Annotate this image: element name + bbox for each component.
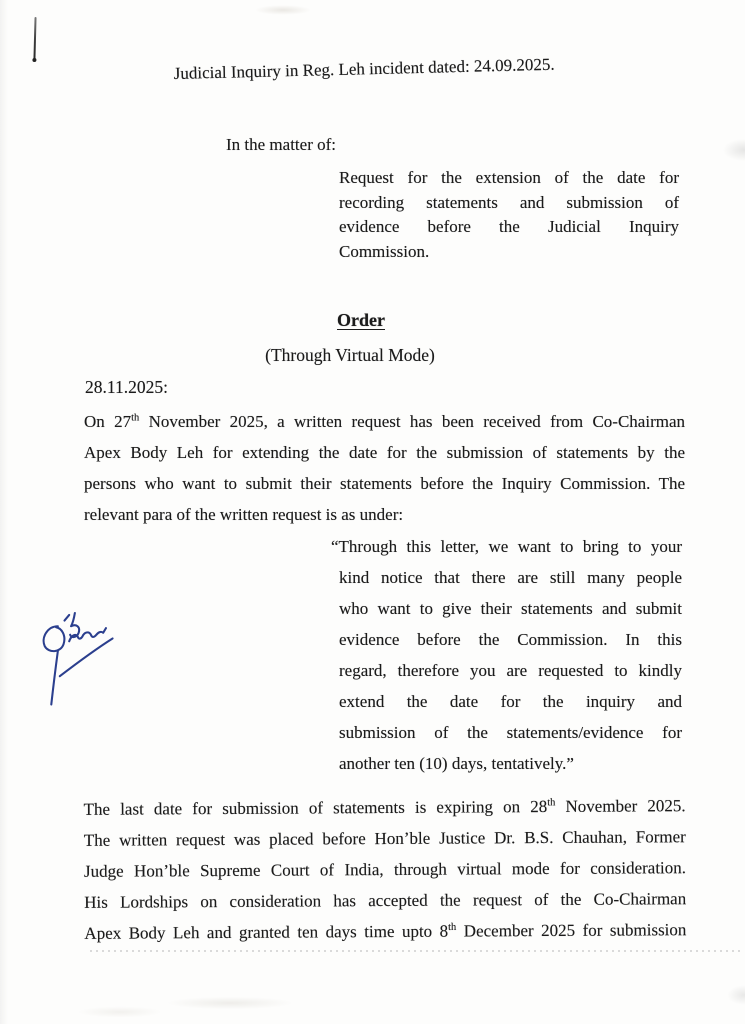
text-line: On 27th November 2025, a written request has been received from Co-Chairman: [84, 412, 685, 431]
document-title: Judicial Inquiry in Reg. Leh incident dated: 24.09.2025.: [173, 54, 555, 84]
text-line: evidence before the Judicial Inquiry: [339, 217, 679, 236]
text-line: persons who want to submit their statements before the Inquiry Commission. The: [84, 474, 685, 493]
text-line: Apex Body Leh for extending the date for the submission of statements by the: [84, 443, 685, 462]
text-line: Judge Hon’ble Supreme Court of India, through virtual mode for consideration.: [83, 858, 687, 881]
quoted-request-block: [331, 531, 682, 779]
virtual-mode-note: (Through Virtual Mode): [265, 345, 435, 365]
text-line: The last date for submission of statements is expiring on 28th November 2025.: [83, 796, 686, 819]
paragraph-request-received: [84, 406, 685, 530]
text-line: submission of the statements/evidence for: [339, 723, 682, 742]
subject-block: [339, 166, 679, 264]
text-line: extend the date for the inquiry and: [339, 692, 682, 711]
scan-fold-artifact: [90, 950, 742, 952]
text-line: kind notice that there are still many people: [339, 568, 682, 587]
in-the-matter-of-label: In the matter of:: [226, 135, 336, 154]
order-date: 28.11.2025:: [85, 377, 168, 397]
text-line: evidence before the Commission. In this: [339, 630, 682, 649]
text-line: regard, therefore you are requested to kindly: [339, 661, 682, 680]
text-line: His Lordships on consideration has accepted the request of the Co-Chairman: [84, 889, 687, 912]
text-line: The written request was placed before Hon’ble Justice Dr. B.S. Chauhan, Former: [83, 827, 686, 850]
handwritten-signature-icon: [26, 597, 152, 729]
text-line: Request for the extension of the date for: [339, 168, 679, 187]
text-line: recording statements and submission of: [339, 192, 679, 212]
paragraph-decision: [84, 790, 687, 949]
text-line: “Through this letter, we want to bring to your: [331, 537, 682, 556]
order-heading: Order: [337, 310, 385, 330]
text-line: Commission.: [339, 241, 430, 261]
pen-stroke-mark: [33, 17, 36, 59]
text-line: relevant para of the written request is as under:: [84, 505, 404, 524]
text-line: Apex Body Leh and granted ten days time upto 8th December 2025 for submission: [84, 920, 687, 943]
text-line: who want to give their statements and submit: [339, 599, 682, 618]
text-line: another ten (10) days, tentatively.”: [339, 754, 574, 773]
